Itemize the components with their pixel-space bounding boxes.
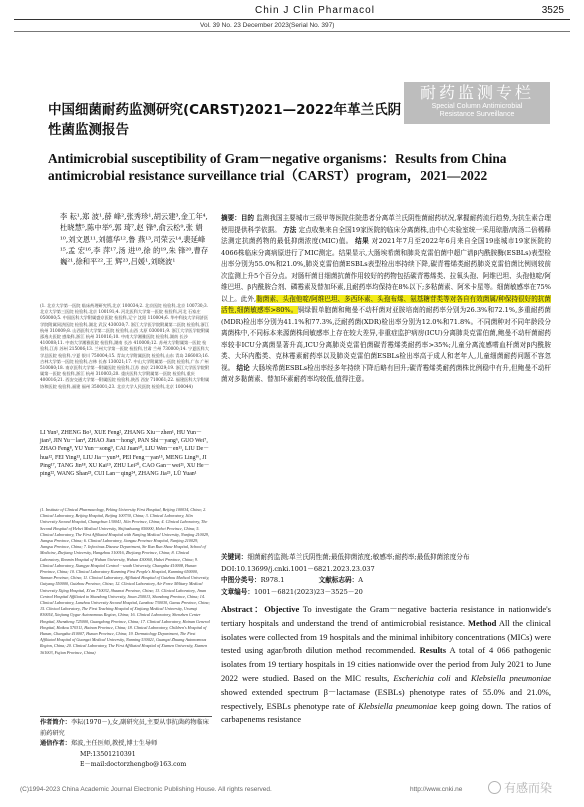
corresponding-text: 郑波,主任医师,教授,博士生导师 <box>70 740 158 747</box>
objective-label-en: Objective <box>264 604 300 614</box>
results-text-en-c: keep going down. The ratios of carbapenems resistance <box>221 700 552 725</box>
header-rule-thin <box>14 31 570 32</box>
corresponding-phone: MP:13501210391 <box>80 750 136 758</box>
banner-title-en-2: Resistance Surveillance <box>439 111 515 118</box>
author-bio <box>40 718 212 739</box>
abstract-label-cn: 摘要： <box>221 214 241 222</box>
conclusion-label-cn: 结论 <box>236 363 250 372</box>
footer-url[interactable]: http://www.cnki.ne <box>410 786 463 793</box>
article-title-cn: 中国细菌耐药监测研究(CARST)2021—2022年革兰氏阴性菌监测报告 <box>48 102 402 138</box>
objective-label-cn: 目的 <box>240 214 255 222</box>
clc-value: R978.1 <box>260 576 285 585</box>
copyright-footer: (C)1994-2023 China Academic Journal Electronic Publishing House. All rights reserved. <box>20 786 272 793</box>
artno-value: 1001－6821(2023)23－3525－20 <box>253 587 363 596</box>
doi: DOI:10.13699/j.cnki.1001－6821.2023.23.037 <box>221 564 375 573</box>
page-number: 3525 <box>541 5 564 16</box>
authors-en: LI Yun¹, ZHENG Bo¹, XUE Feng², ZHANG Xiu－zhen¹, HU Yun－jian³, JIN Yu－lan⁴, ZHAO Jian－hong⁵, PAN Shi－yang⁶, GUO Wei⁷, ZHAO Feng⁸, YU Yun－song⁹, CAI Juan¹⁰, LIU Wen－en¹¹, LIU De－hua¹², FEI Ying¹³, LIU Jia－yun¹⁴, PEI Feng－yan¹⁵, MENG Ling¹⁶, JI Ping¹⁷, TANG Jin¹⁸, XU Kai¹⁹, ZHU Lei²⁰, CAO Gan－wei²¹, XU He－ping²², WANG Shan²³, CUI Lan－qing²⁴, ZHANG Jia²⁵, LÜ Yuan¹ <box>40 430 210 478</box>
species-ecoli: Escherichia coli <box>393 672 451 683</box>
method-text-en: All the clinical isolates were collected from 19 hospitals and the minimal inhibitory concentrations (MICs) were tested using agar/broth dilution method recommended. <box>221 617 552 656</box>
banner-title-en-1: Special Column Antimicrobial <box>431 103 523 110</box>
journal-name: Chin J Clin Pharmacol <box>255 5 375 16</box>
highlighted-result-text: 黏菌素、头孢他啶/阿维巴坦、多西环素、头孢布烯、氨基糖苷类等对各自有效菌属/种保持很好的抗菌活性,细菌敏感率>80%。 <box>221 294 551 314</box>
doccode-label: 文献标志码： <box>318 576 359 585</box>
species-kpneumoniae-2: Klebsiella pneumoniae <box>358 700 438 711</box>
watermark-logo-icon <box>488 781 501 794</box>
corresponding-email: E－mail:doctorzhengbo@163.com <box>80 761 187 768</box>
watermark-text: 有感而染 <box>504 781 553 795</box>
results-text-en-a: A total of 4 066 pathogenic isolates from 19 tertiary hospitals in 19 cities nationwide over the period from July 2021 to June 2022 were studied. Based on the MIC results, <box>221 645 551 683</box>
author-notes <box>40 718 212 771</box>
affiliations-cn: (1. 北京大学第一医院 临床药理研究所,北京 100034;2. 北京医院 检验科,北京 100730;3. 北京大学第三医院 检验科,北京 100191;4. 河北医科大学第一医院 检验科,河北 石家庄 050000;5. 中国医科大学附属盛京医院 检验科,辽宁 沈阳 110004;6. 华中科技大学同济医学院附属同济医院 检验科,湖北 武汉 430030;7. 浙江大学医学院附属第二医院 检验科,浙江 杭州 310009;8. 山西医科大学第二医院 检验科,山西 太原 030001;9. 浙江大学医学院附属邵逸夫医院 感染科,浙江 杭州 310016;10. 中南大学湘雅医院 检验科,湖南 长沙 410008;11. 中南大学湘雅医院 检验科,湖南 长沙 410008;12. 苏州大学附属第一医院 检验科,江苏 苏州 215006;13. 兰州大学第一医院 检验科,甘肃 兰州 730000;14. 宁夏医科大学总医院 检验科,宁夏 银川 750004;15. 青岛大学附属医院 检验科,山东 青岛 266003;16. 吉林大学第一医院 检验科,吉林 长春 130021;17. 中山大学附属第一医院 检验科,广东 广州 510080;18. 南京医科大学第一附属医院 检验科,江苏 南京 210029;19. 浙江大学医学院附属第一医院 检验科,浙江 杭州 310003;20. 重庆医科大学附属第一医院 检验科,重庆 400016;21. 西安交通大学第一附属医院 检验科,陕西 西安 710061;22. 福建医科大学附属协和医院 检验科,福建 福州 350001;23. 北京大学人民医院 检验科,北京 100044) <box>40 303 210 389</box>
results-text-en-b: showed extended spectrum β－lactamase (ESBLs) phenotype rates of 55.0% and 21.0%, respectively, ESBLs phenotype rate of <box>221 686 551 711</box>
keywords <box>221 552 551 564</box>
species-kpneumoniae: Klebsiella pneumoniae <box>470 672 552 683</box>
method-label-en: Method <box>467 617 497 628</box>
keywords-text: 细菌耐药监测;革兰氏阴性菌;最低抑菌浓度;敏感率;耐药率;最低抑菌浓度分布 <box>247 553 470 561</box>
watermark <box>488 779 552 796</box>
article-meta <box>221 552 551 598</box>
banner-title-cn: 耐药监测专栏 <box>419 83 534 102</box>
artno-label: 文章编号： <box>221 587 254 596</box>
doccode-value: A <box>358 576 363 585</box>
classification-line <box>221 575 551 587</box>
affiliations-en: (1. Institute of Clinical Pharmacology, Peking University First Hospital, Beijing 100034, China; 2. Clinical Laboratory, Beijing Hospital, Beijing 100730, China; 3. Clinical Laboratory, Jilin University Second Hospital, Changchun 130041, Jilin Province, China; 4. Clinical Laboratory, The Second Hospital of Hebei Medical University, Shijiazhuang 050000, Hebei Province, China; 5. Clinical Laboratory, The First Affiliated Hospital with Nanjing Medical University, Nanjing 210029, Jiangsu Province, China; 6. Clinical Laboratory, Jiangsu Province Hospital, Nanjing 210029, Jiangsu Province, China; 7. Infectious Disease Department, Sir Run Run Shaw Hospital, School of Medicine, Zhejiang University, Hangzhou 310016, Zhejiang Province, China; 8. Clinical Laboratory, Renmin Hospital of Wuhan University, Wuhan 430060, Hubei Province, China; 9. Clinical Laboratory, Xiangya Hospital Central－south University, Changsha 410008, Hunan Province, China; 10. Clinical Laboratory Kunming First People's Hospital, Kunming 650000, Yunnan Province, China; 11. Clinical Laboratory, Affiliated Hospital of Guizhou Medical University, Guiyang 550000, Guizhou Province, China; 12. Clinical Laboratory, Air Force Military Medical University Xijing Hospital, Xi'an 710032, Shaanxi Province, China; 13. Clinical Laboratory, Jinan Central Hospital Affiliated to Shandong University, Jinan 250013, Shandong Province, China; 14. Clinical Laboratory, Lanzhou University Second Hospital, Lanzhou 730030, Gansu Province, China; 15. Clinical Laboratory, The First Teaching Hospital of Xinjiang Medical University, Urumqi 830054, Xinjiang Uygur Autonomous Region, China; 16. Clinical Laboratory, Shenzhen Center Hospital, Shenzheng 725000, Guangdong Province, China; 17. Clinical Laboratory, Hainan General Hospital, Haikou 570311, Hainan Province, China; 18. Clinical Laboratory, Children's Hospital of Hunan, Changsha 410007, Hunan Province, China; 19. Dermatology Department, The First Affiliated Hospital of Guangxi Medical University, Nanning 530021, Guangxi Zhuang Autonomous Region, China; 20. Clinical Laboratory, The First Affiliated Hospital of Xiamen University, Xiamen 361003, Fujian Province, China) <box>40 507 210 655</box>
results-label-en: Results <box>419 645 447 656</box>
volume-info: Vol. 39 No. 23 December 2023(Serial No. 397) <box>200 22 335 29</box>
corresponding-author <box>40 739 212 750</box>
special-column-banner <box>404 82 550 124</box>
objective-text-en: To investigate the Gram－negative bacteria resistance in nationwide's tertiary hospitals and understand the trend of antimicrobial resistance. <box>221 604 551 628</box>
conclusion-text-cn: 大肠埃希菌ESBLs检出率经多年持续下降后略有回升;碳青霉烯类耐药菌株比例稳中有升,但鲍曼不动杆菌对多黏菌素、替加环素耐药率均较低,值得注意。 <box>221 363 551 383</box>
method-text-cn: 定点收集来自全国19家医院的临床分离菌株,由中心实验室统一采用琼脂/肉汤二倍稀释法测定抗菌药物的最低抑菌浓度(MIC)值。 <box>221 225 551 245</box>
result-label-cn: 结果 <box>355 237 370 245</box>
result-text-cn-b: 铜绿假单胞菌和鲍曼不动杆菌对亚胺培南的耐药率分别为26.3%和72.1%,多重耐药菌(MDR)检出率分别为41.1%和77.3%,泛耐药菌(XDR)检出率分别为12.0%和71.8%。不同菌种对不同年龄段分离菌株中,不同标本来源菌株间敏感率上存在较大差异,非重症监护病房(ICU)分离肺炎克雷伯菌,鲍曼不动杆菌耐药率较非ICU分离菌显著升高,ICU分离肺炎克雷伯菌碳青霉烯类耐药率>35%;儿童分离流感嗜血杆菌对β内酰胺类、大环内酯类、克林霉素耐药率以及肺炎克雷伯菌ESBLs检出率高于成人和老年人,儿童细菌耐药问题不容忽视。 <box>221 306 551 372</box>
abstract-cn <box>221 213 551 386</box>
corresponding-label: 通信作者： <box>40 740 71 747</box>
abstract-label-en: Abstract： <box>221 604 265 614</box>
author-bio-label: 作者简介： <box>40 719 71 726</box>
footnote-rule <box>40 716 212 717</box>
objective-text-cn: 监测我国主要城市三级甲等医院住院患者分离革兰氏阴性菌耐药状况,掌握耐药流行趋势,为抗生素合理使用提供科学依据。 <box>221 214 551 234</box>
results-and: and <box>454 672 467 683</box>
method-label-cn: 方法 <box>283 225 297 234</box>
article-number <box>221 587 551 599</box>
author-bio-text: 李耘(1970－),女,副研究员,主要从事抗菌药物临床前药研究 <box>40 719 209 737</box>
keywords-label: 关键词： <box>221 553 248 561</box>
article-title-en: Antimicrobial susceptibility of Gram－negative organisms：Results from China antimicrobial resistance surveillance trial（CARST）program，2021—2022 <box>48 151 507 183</box>
result-text-cn-a: 对2021年7月至2022年6月来自全国19座城市19家医院的4066株临床分离病原进行了MIC测定。结果显示,大肠埃希菌和肺炎克雷伯菌中超广谱β内酰胺酶(ESBLs)表型检出率分别为55.0%和21.0%,肺炎克雷伯菌ESBLs表型检出率持续下降,碳青霉烯类耐药肺炎克雷伯菌比例则较前次监测上升5个百分点。对肠杆菌目细菌抗菌作用较好的药物包括碳青霉烯类、拉氧头孢、阿维巴坦、头孢他啶/阿维巴坦、β内酰胺合剂、磷霉素及替加环素,且耐药率均保持在8%以下;多粘菌素、阿米卡星等。细菌敏感率在75%以上。此外, <box>221 237 552 303</box>
header-rule <box>14 19 570 20</box>
authors-cn: 李 耘¹,郑 波¹,薛 峰²,张秀珍¹,胡云建³,金工年⁴,杜晓慧⁵,陈中举⁶,郭 琦⁷,赵 锋⁸,俞云松⁹,张 娟¹⁰,刘文恩¹¹,刘德华¹²,鲁 燕¹³,司荣云¹⁴,裴延峰¹⁵,孟 宏¹⁶,李 萍¹⁷,汤 进¹⁸,徐 的¹⁹,朱 锋²⁰,曹存巍²¹,徐和平²²,王 辉²³,吕媛¹,刘晓波¹ <box>60 212 209 267</box>
abstract-en <box>221 603 551 727</box>
clc-label: 中图分类号： <box>221 576 261 585</box>
